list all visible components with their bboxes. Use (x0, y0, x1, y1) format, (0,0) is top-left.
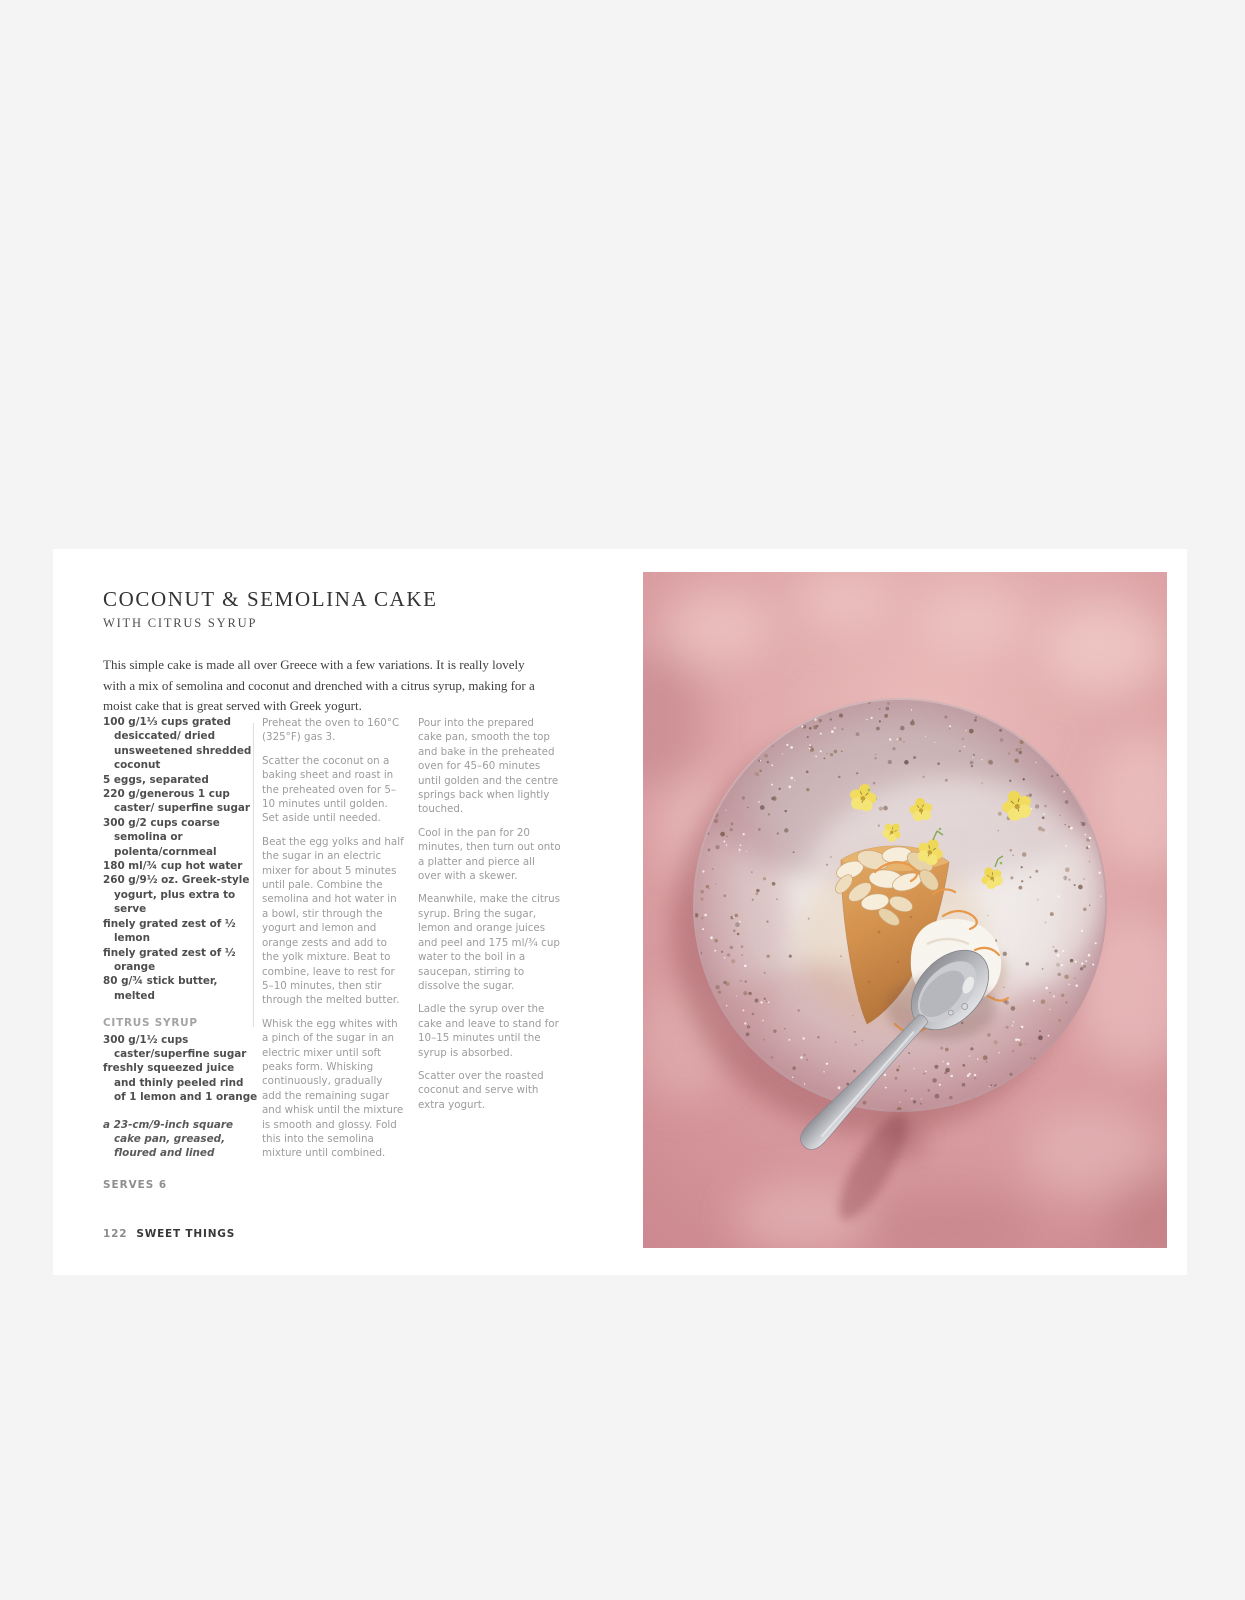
serves-label: SERVES 6 (103, 1178, 168, 1191)
photo-illustration (643, 572, 1167, 1248)
syrup-section-header: CITRUS SYRUP (103, 1017, 198, 1030)
column-divider (253, 723, 254, 1027)
section-name: SWEET THINGS (136, 1228, 236, 1240)
ingredient-item: 260 g/9½ oz. Greek-style yogurt, plus extra to serve (103, 874, 250, 916)
method-paragraph: Whisk the egg whites with a pinch of the sugar in an electric mixer until soft peaks form. Whisking continuously, gradually add the remaining sugar and whisk until the mixture is smooth and glossy. Fold this into the semolina mixture until combined. (262, 1017, 404, 1160)
syrup-ingredients-list (103, 1033, 258, 1105)
ingredient-item: 300 g/1½ cups caster/superfine sugar (103, 1033, 247, 1060)
method-paragraph: Cool in the pan for 20 minutes, then turn out onto a platter and pierce all over with a skewer. (418, 826, 561, 883)
method-column-2 (418, 716, 561, 1121)
recipe-subtitle: WITH CITRUS SYRUP (103, 616, 258, 630)
method-column-1 (262, 716, 405, 1170)
method-paragraph: Beat the egg yolks and half the sugar in an electric mixer for about 5 minutes until pale. Combine the semolina and hot water in a bowl, stir through the yogurt and lemon and orange zests and add to the yolk mixture. Beat to combine, leave to rest for 5–10 minutes, then stir through the melted butter. (262, 835, 404, 1007)
ingredient-item: finely grated zest of ½ orange (103, 946, 236, 973)
page-number: 122 (103, 1228, 128, 1240)
ingredient-item: 80 g/¾ stick butter, melted (103, 975, 218, 1002)
equipment-note: a 23-cm/9-inch square cake pan, greased, floured and lined (103, 1118, 234, 1160)
method-paragraph: Preheat the oven to 160°C (325°F) gas 3. (262, 717, 400, 744)
method-paragraph: Scatter the coconut on a baking sheet and roast in the preheated oven for 5–10 minutes until golden. Set aside until needed. (262, 754, 397, 825)
recipe-title: COCONUT & SEMOLINA CAKE (103, 587, 438, 611)
recipe-page (53, 549, 1187, 1275)
ingredient-item: finely grated zest of ½ lemon (103, 917, 236, 945)
ingredient-item: 220 g/generous 1 cup caster/ superfine sugar (103, 788, 251, 815)
ingredient-item: 180 ml/¾ cup hot water (103, 860, 243, 873)
method-paragraph: Pour into the prepared cake pan, smooth the top and bake in the preheated oven for 45–60 minutes until golden and the centre springs back when lightly touched. (418, 717, 559, 816)
ingredients-column (103, 715, 258, 1192)
recipe-intro: This simple cake is made all over Greece with a few variations. It is really lovely with a mix of semolina and coconut and drenched with a citrus syrup, making for a moist cake that is great served with Greek yogurt. (103, 657, 535, 713)
method-paragraph: Meanwhile, make the citrus syrup. Bring the sugar, lemon and orange juices and peel and 175 ml/¾ cup water to the boil in a saucepan, stirring to dissolve the sugar. (418, 893, 561, 992)
method-paragraph: Scatter over the roasted coconut and serve with extra yogurt. (418, 1069, 544, 1111)
ingredient-item: 300 g/2 cups coarse semolina or polenta/cornmeal (103, 816, 220, 858)
recipe-photo (643, 572, 1167, 1248)
photo-grain-overlay (643, 572, 1167, 1248)
page-footer (103, 1228, 235, 1240)
method-paragraph: Ladle the syrup over the cake and leave to stand for 10–15 minutes until the syrup is absorbed. (418, 1003, 559, 1059)
ingredients-list (103, 715, 258, 1003)
ingredient-item: 5 eggs, separated (103, 773, 209, 786)
ingredient-item: 100 g/1⅓ cups grated desiccated/ dried unsweetened shredded coconut (103, 716, 252, 772)
ingredient-item: freshly squeezed juice and thinly peeled rind of 1 lemon and 1 orange (103, 1062, 258, 1104)
